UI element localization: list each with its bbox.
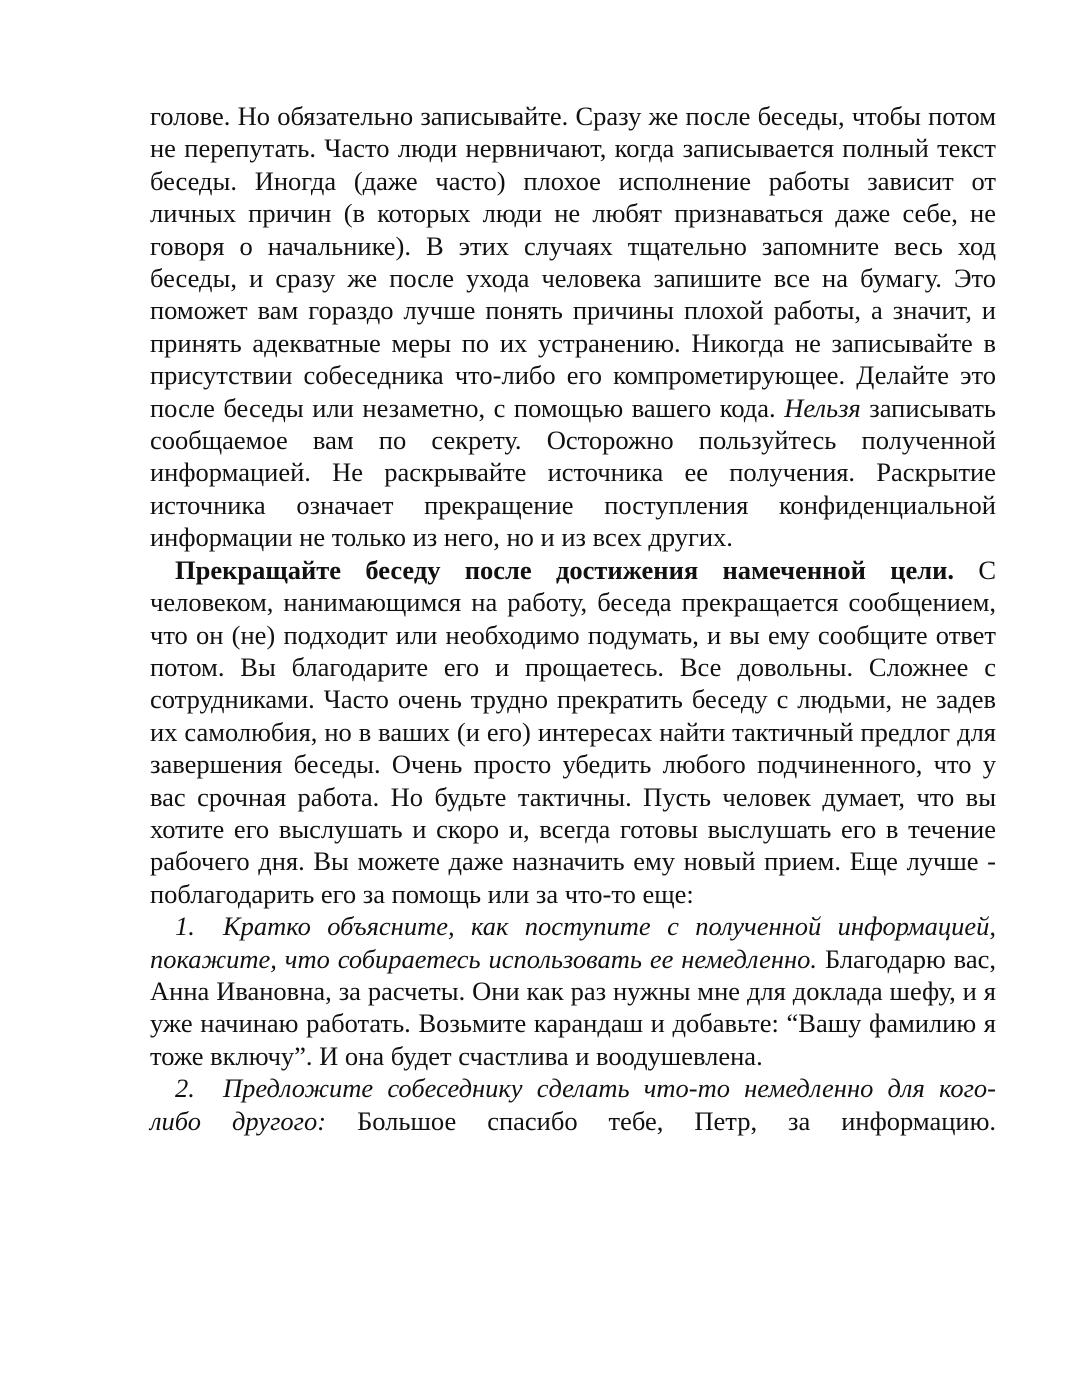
- paragraph-notes: [150, 100, 996, 554]
- list-item: [150, 910, 996, 1072]
- emphasis-text: Нельзя: [784, 392, 861, 423]
- list-item-text: Большое спасибо тебе, Петр, за информацию.: [357, 1105, 997, 1136]
- list-item: [150, 1072, 996, 1137]
- paragraph-end-conversation: [150, 554, 996, 910]
- paragraph-text: голове. Но обязательно записывайте. Сразу же после беседы, чтобы потом не перепутать. Часто люди нервничают, когда записывается полный текст беседы. Иногда (даже часто) плохое исполнение работы зависит от личных причин (в которых люди не любят признаваться даже себе, не говоря о начальнике). В этих случаях тщательно запомните весь ход беседы, и сразу же после ухода человека запишите все на бумагу. Это поможет вам гораздо лучше понять причины плохой работы, а значит, и принять адекватные меры по их устранению. Никогда не записывайте в присутствии собеседника что-либо его компрометирующее. Делайте это после беседы или незаметно, с помощью вашего кода.: [150, 101, 996, 423]
- list-item-italic: Предложите собеседнику сделать что-то немедленно для кого-либо другого:: [150, 1073, 996, 1136]
- list-item-text: Благодарю вас, Анна Ивановна, за расчеты. Они как раз нужны мне для доклада шефу, и я уже начинаю работать. Возьмите карандаш и добавьте: “Вашу фамилию я тоже включу”. И она будет счастлива и воодушевлена.: [150, 943, 996, 1071]
- list-number: 2.: [175, 1073, 195, 1104]
- paragraph-text: записывать сообщаемое вам по секрету. Осторожно пользуйтесь полученной информацией. Не раскрывайте источника ее получения. Раскрытие источника означает прекращение поступления конфиденциальной информации не только из него, но и из всех других.: [150, 392, 997, 553]
- paragraph-heading: Прекращайте беседу после достижения намеченной цели.: [175, 554, 955, 585]
- document-page: [150, 100, 996, 1137]
- list-number: 1.: [175, 911, 195, 942]
- list-item-italic: Кратко объясните, как поступите с полученной информацией, покажите, что собираетесь использовать ее немедленно.: [150, 911, 996, 974]
- paragraph-text: С человеком, нанимающимся на работу, беседа прекращается сообщением, что он (не) подходит или необходимо подумать, и вы ему сообщите ответ потом. Вы благодарите его и прощаетесь. Все довольны. Сложнее с сотрудниками. Часто очень трудно прекратить беседу с людьми, не задев их самолюбия, но в ваших (и его) интересах найти тактичный предлог для завершения беседы. Очень просто убедить любого подчиненного, что у вас срочная работа. Но будьте тактичны. Пусть человек думает, что вы хотите его выслушать и скоро и, всегда готовы выслушать его в течение рабочего дня. Вы можете даже назначить ему новый прием. Еще лучше - поблагодарить его за помощь или за что-то еще:: [150, 554, 996, 909]
